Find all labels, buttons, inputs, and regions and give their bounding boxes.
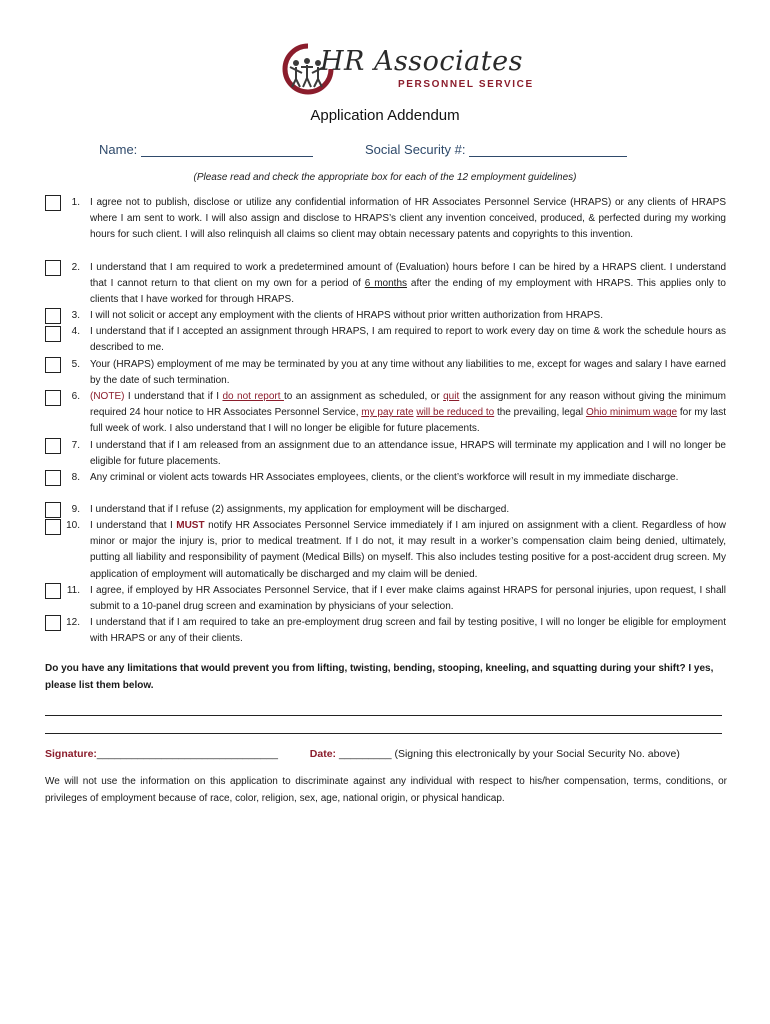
instructions: (Please read and check the appropriate box for each of the 12 employment guidelines) — [193, 172, 577, 183]
guideline-text-9: I understand that if I refuse (2) assignments, my application for employment will be discharged. — [90, 504, 510, 515]
name-field[interactable] — [99, 142, 313, 157]
date-label: Date: — [309, 748, 337, 760]
item-number: 1. — [71, 197, 80, 208]
guideline-text-1: I agree not to publish, disclose or utilize any confidential information of HR Associates Personnel Service (HRAPS) or any clients of HRAPS where I am sent to work. I will also assign and disclose to HRAPS’s client any invention conceived, produced, & perfected during my working hours for such client. I will also relinquish all claims so client may obtain necessary patents and copyrights to this invention. — [90, 197, 726, 241]
item-number: 7. — [71, 440, 80, 451]
item-number: 9. — [71, 504, 80, 515]
item-number: 12. — [66, 617, 80, 628]
guideline-text-5: Your (HRAPS) employment of me may be terminated by you at any time without any liabilities to me, except for wages and salary I have earned by the date of such termination. — [90, 359, 726, 387]
guideline-text-6: (NOTE) I understand that if I do not report to an assignment as scheduled, or quit the assignment for any reason without giving the minimum required 24 hour notice to HR Associates Personnel Service, my pay rate will be reduced to the prevailing, legal Ohio minimum wage for my last full week of work. I also understand that I will no longer be eligible for future placements. — [90, 391, 727, 435]
item-number: 8. — [71, 472, 80, 483]
page-title: Application Addendum — [310, 107, 460, 124]
item-number: 10. — [66, 520, 80, 531]
guideline-text-3: I will not solicit or accept any employment with the clients of HRAPS without prior written authorization from HRAPS. — [90, 310, 603, 321]
item-number: 2. — [71, 262, 80, 273]
signature-field[interactable]: _______________________________ — [96, 748, 278, 760]
item-number: 4. — [71, 326, 80, 337]
name-label: Name: — [99, 142, 138, 157]
item-number: 5. — [71, 359, 80, 370]
name-input-line[interactable] — [141, 143, 313, 157]
logo-wordmark: HR Associates — [320, 46, 523, 77]
guideline-text-4: I understand that if I accepted an assignment through HRAPS, I am required to report to work every day on time & work the schedule hours as described to me. — [90, 326, 726, 354]
guideline-text-10: I understand that I MUST notify HR Associates Personnel Service immediately if I am injured on assignment with a client. Regardless of how minor or major the injury is, prior to medical treatment. If I do not, it may result in a worker’s compensation claim being denied, ultimately, putting all liability and responsibility of payment (Medical Bills) on myself. This also includes testing positive for a post-accident drug screen. My application of employment will automatically be discharged and my claim will be denied. — [90, 520, 726, 580]
guideline-text-11: I agree, if employed by HR Associates Personnel Service, that if I ever make claims against HRAPS for personal injuries, upon request, I shall submit to a 10-panel drug screen and examination by physicians of your selection. — [90, 585, 726, 613]
company-logo — [282, 40, 534, 102]
signature-row — [45, 748, 745, 760]
guideline-text-2: I understand that I am required to work a predetermined amount of (Evaluation) hours before I can be hired by a HRAPS client. I understand that I cannot return to that client on my own for a period of 6 months after the ending of my employment with HRAPS. This applies only to clients that I have worked for through HRAPS. — [90, 262, 726, 306]
logo-subtitle: PERSONNEL SERVICE — [398, 79, 534, 90]
item-number: 3. — [71, 310, 80, 321]
signature-note: (Signing this electronically by your Social Security No. above) — [394, 748, 680, 760]
ssn-label: Social Security #: — [365, 142, 466, 157]
item-number: 6. — [71, 391, 80, 402]
ssn-field[interactable] — [365, 142, 627, 157]
limitations-answer-line-1[interactable] — [45, 715, 722, 716]
guideline-text-12: I understand that if I am required to take an pre-employment drug screen and fail by testing positive, I will no longer be eligible for employment with HRAPS or any of their clients. — [90, 617, 726, 645]
ssn-input-line[interactable] — [469, 143, 627, 157]
guideline-text-7: I understand that if I am released from an assignment due to an attendance issue, HRAPS will terminate my application and I will no longer be eligible for future placements. — [90, 440, 726, 468]
signature-label: Signature: — [45, 748, 97, 760]
item-number: 11. — [66, 585, 80, 596]
limitations-answer-line-2[interactable] — [45, 733, 722, 734]
guideline-text-8: Any criminal or violent acts towards HR Associates employees, clients, or the client’s workforce will result in my immediate discharge. — [90, 472, 679, 483]
eeo-disclaimer: We will not use the information on this application to discriminate against any individual with respect to his/her compensation, terms, conditions, or privileges of employment because of race, color, religion, sex, age, national origin, or physical handicap. — [45, 776, 727, 804]
limitations-question: Do you have any limitations that would prevent you from lifting, twisting, bending, stooping, kneeling, and squatting during your shift? I yes, please list them below. — [45, 663, 714, 691]
date-field[interactable]: _________ — [336, 748, 395, 760]
